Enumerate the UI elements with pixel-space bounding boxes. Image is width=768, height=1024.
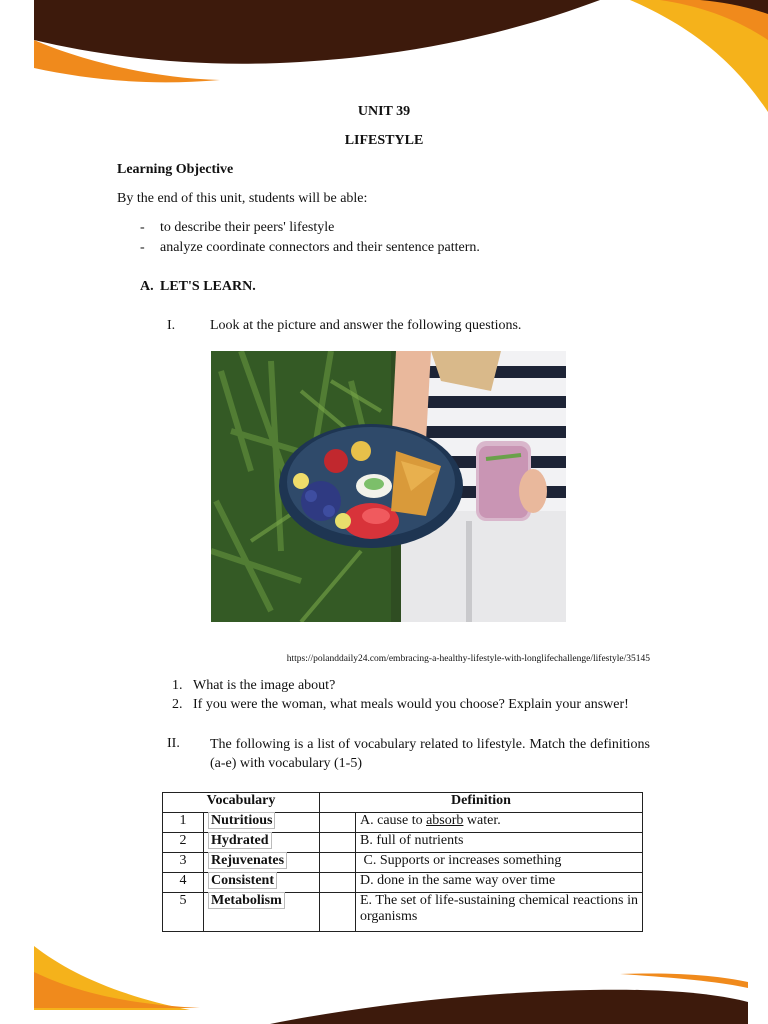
objective-intro: By the end of this unit, students will be able:: [117, 191, 368, 206]
learning-objective-heading: Learning Objective: [117, 162, 234, 177]
definition-underlined-word: absorb: [426, 813, 464, 828]
definition-cell: E. The set of life-sustaining chemical reactions in organisms: [356, 893, 643, 932]
bullet-marker: -: [140, 240, 145, 255]
section-a-label: A.: [140, 279, 154, 294]
answer-blank[interactable]: [320, 833, 356, 853]
answer-blank[interactable]: [320, 873, 356, 893]
definition-cell: D. done in the same way over time: [356, 873, 643, 893]
vocabulary-word: [204, 833, 320, 853]
unit-number: UNIT 39: [357, 104, 411, 119]
definition-cell: [356, 813, 643, 833]
row-number: 1: [163, 813, 204, 833]
definition-text-end: water.: [463, 813, 501, 828]
question-number: 1.: [172, 678, 183, 693]
part-two-numeral: II.: [167, 736, 180, 751]
answer-blank[interactable]: [320, 813, 356, 833]
table-row: [163, 853, 643, 873]
header-wave-decoration: [0, 0, 768, 120]
vocabulary-word: [204, 813, 320, 833]
definition-column-header: Definition: [320, 793, 643, 813]
table-row: [163, 833, 643, 853]
vocabulary-word-text: Consistent: [208, 872, 277, 889]
definition-cell: B. full of nutrients: [356, 833, 643, 853]
part-one-numeral: I.: [167, 318, 176, 333]
bullet-marker: -: [140, 220, 145, 235]
objective-bullet: to describe their peers' lifestyle: [160, 220, 335, 235]
row-number: 3: [163, 853, 204, 873]
vocabulary-word-text: Nutritious: [208, 812, 275, 829]
unit-title: LIFESTYLE: [344, 133, 424, 148]
table-header-row: [163, 793, 643, 813]
answer-blank[interactable]: [320, 853, 356, 873]
footer-wave-decoration: [0, 944, 768, 1024]
healthy-meal-photo: [211, 351, 566, 622]
definition-cell: C. Supports or increases something: [356, 853, 643, 873]
question-text: What is the image about?: [193, 678, 336, 693]
row-number: 5: [163, 893, 204, 932]
table-row: [163, 873, 643, 893]
vocabulary-word-text: Hydrated: [208, 832, 272, 849]
table-row: [163, 813, 643, 833]
part-one-instruction: Look at the picture and answer the following questions.: [210, 318, 522, 333]
answer-blank[interactable]: [320, 893, 356, 932]
question-text: If you were the woman, what meals would you choose? Explain your answer!: [193, 697, 629, 712]
vocabulary-column-header: Vocabulary: [163, 793, 320, 813]
vocabulary-word: [204, 853, 320, 873]
section-a-title: LET'S LEARN.: [160, 279, 256, 294]
vocabulary-word-text: Rejuvenates: [208, 852, 287, 869]
vocabulary-word: [204, 873, 320, 893]
table-row: [163, 893, 643, 932]
definition-text: A. cause to: [360, 813, 427, 828]
part-two-instruction: The following is a list of vocabulary related to lifestyle. Match the definitions (a-e) with vocabulary (1-5): [210, 737, 650, 771]
vocabulary-word-text: Metabolism: [208, 892, 285, 909]
vocabulary-table: [162, 792, 643, 932]
question-number: 2.: [172, 697, 183, 712]
vocabulary-word: [204, 893, 320, 932]
row-number: 4: [163, 873, 204, 893]
row-number: 2: [163, 833, 204, 853]
objective-bullet: analyze coordinate connectors and their sentence pattern.: [160, 240, 480, 255]
image-source-url[interactable]: https://polanddaily24.com/embracing-a-healthy-lifestyle-with-longlifechallenge/lifestyle/35145: [286, 654, 650, 664]
